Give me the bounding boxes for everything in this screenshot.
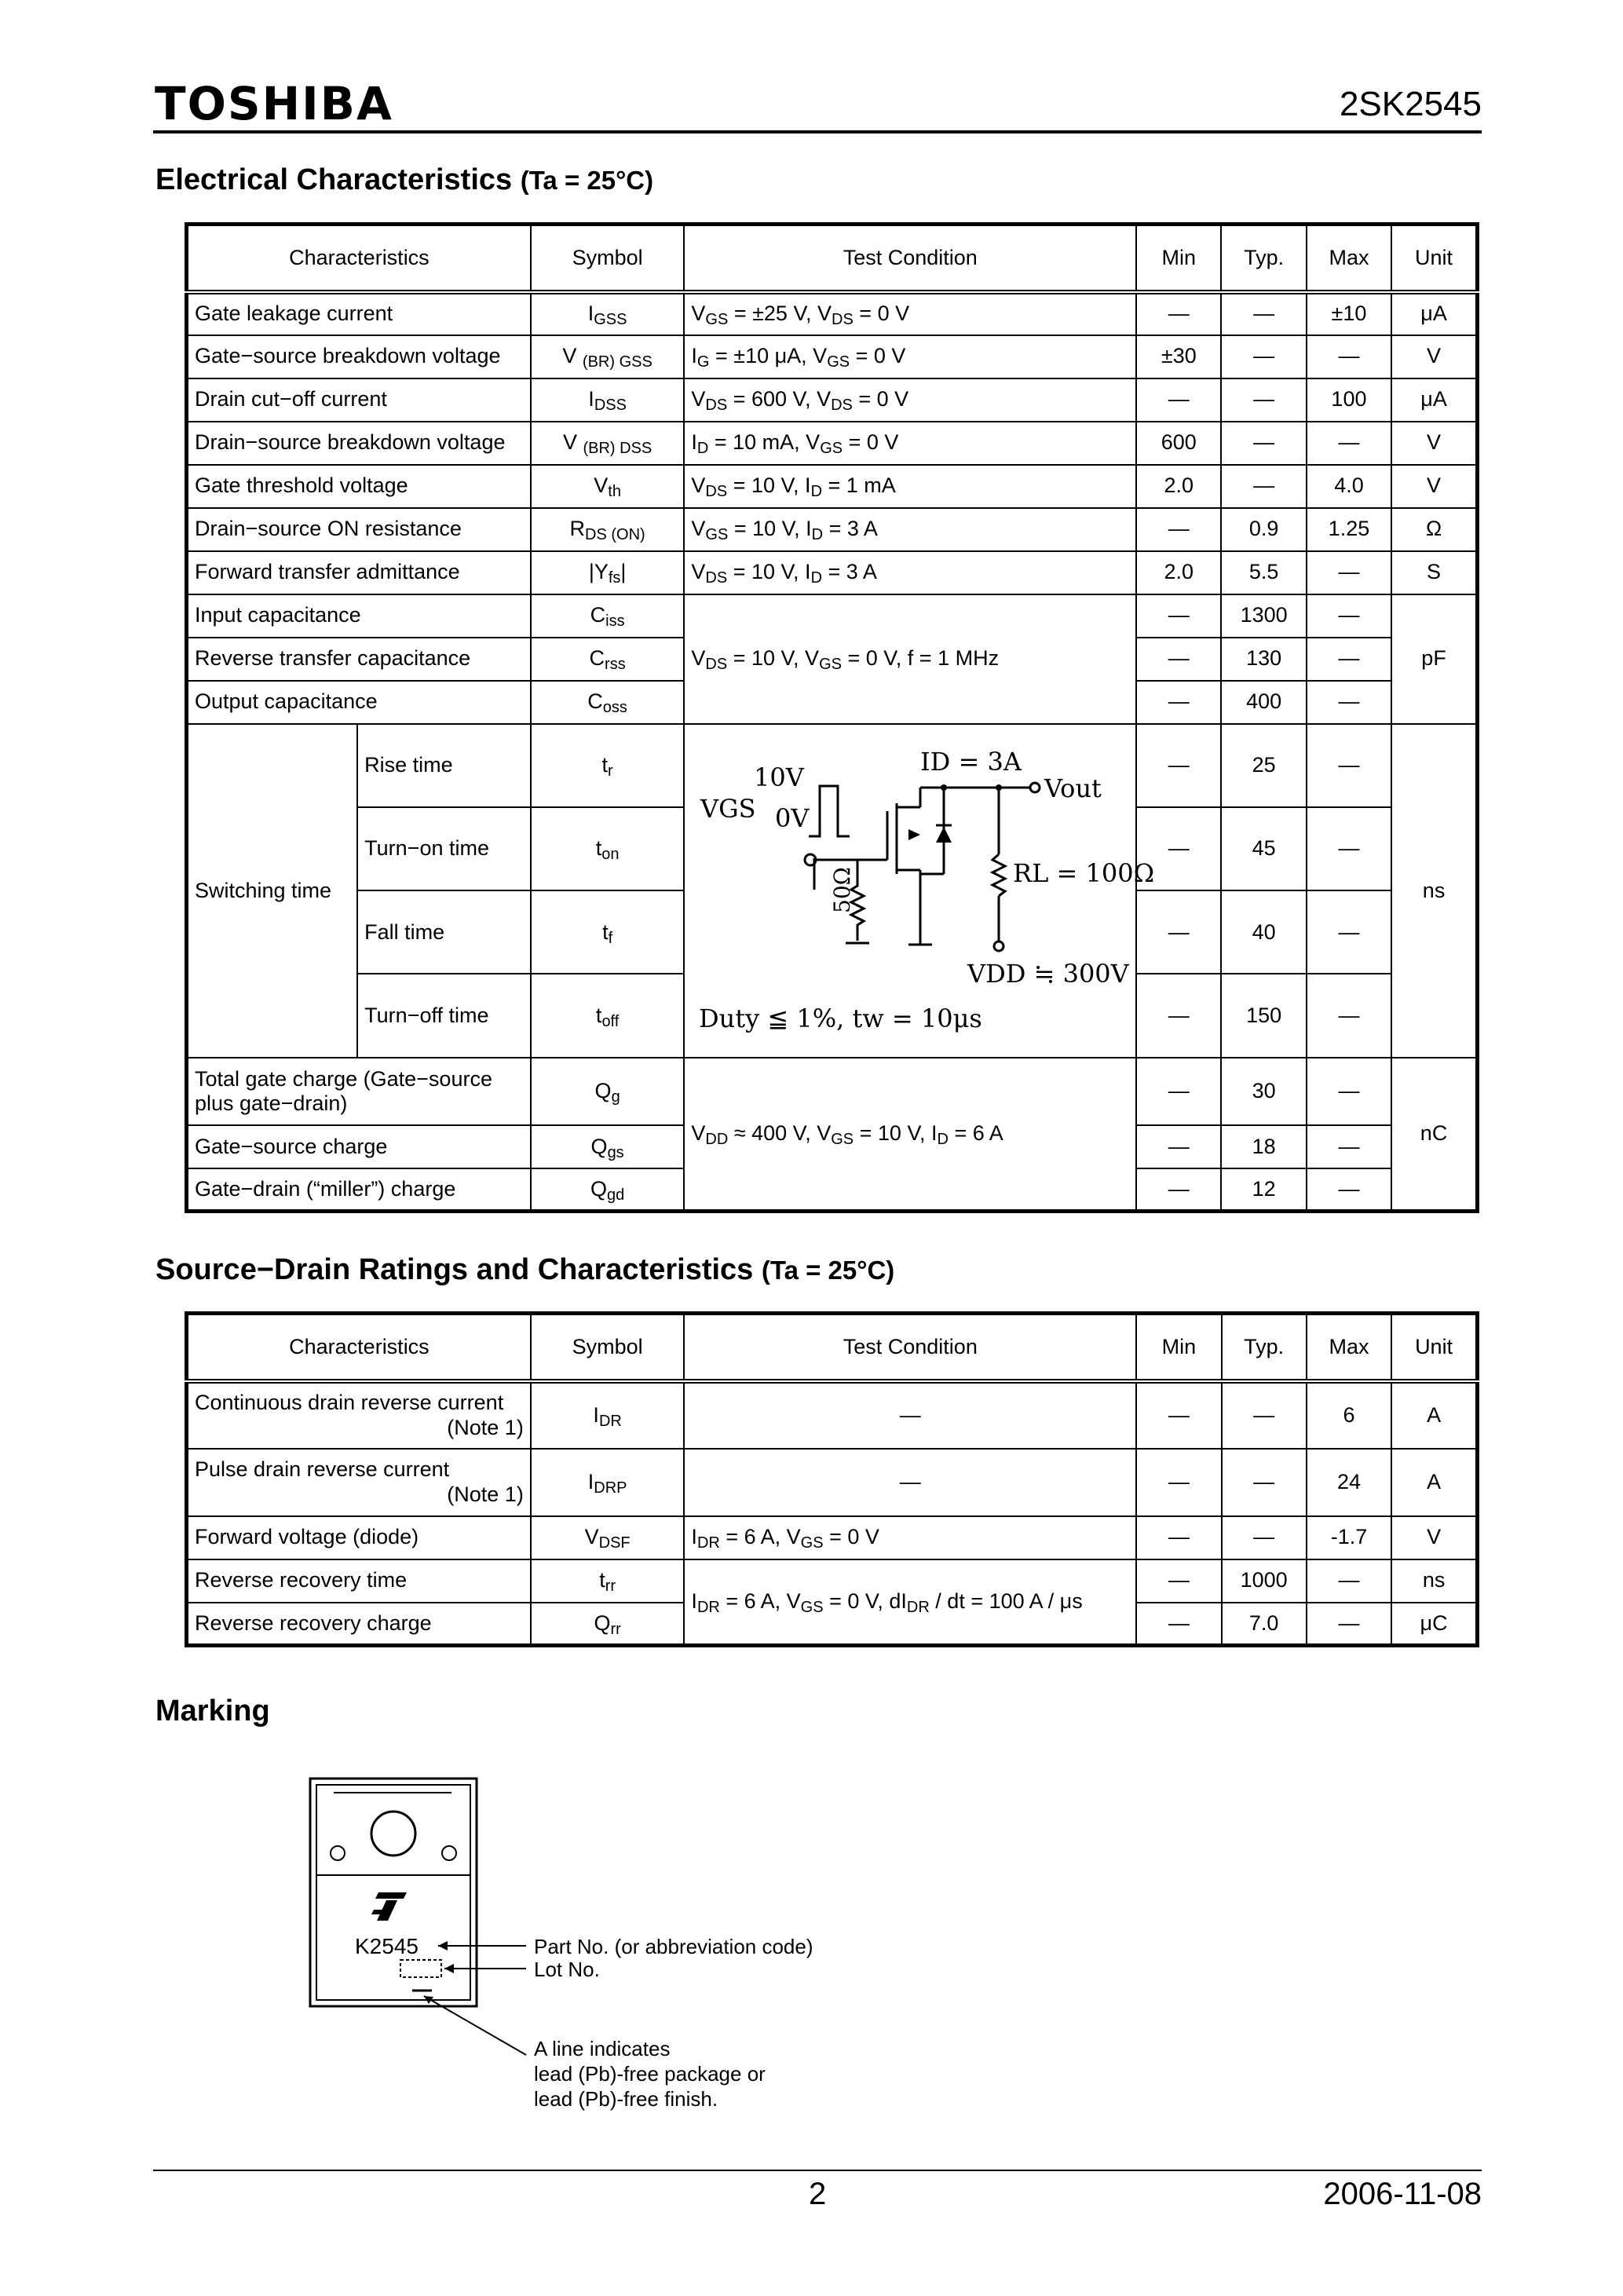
brand-logo: TOSHIBA	[155, 77, 393, 130]
node-dot	[941, 784, 947, 791]
row-min: —	[1136, 1559, 1221, 1603]
row-typ: 5.5	[1221, 551, 1306, 594]
col-test-condition: Test Condition	[684, 1314, 1136, 1381]
table-row	[187, 724, 1478, 807]
table-row	[187, 1058, 1478, 1125]
row-unit: ns	[1391, 724, 1477, 1058]
row-symbol: $C_{iss}$	[531, 594, 685, 638]
pin-mark-left	[331, 1846, 345, 1860]
row-name: Reverse transfer capacitance	[187, 638, 531, 681]
row-max: —	[1307, 1559, 1391, 1603]
row-name: Turn−on time	[357, 807, 531, 890]
row-unit: nC	[1391, 1058, 1477, 1212]
row-unit: V	[1391, 422, 1477, 465]
row-unit: Ω	[1391, 508, 1477, 551]
col-max: Max	[1307, 225, 1391, 292]
source-drain-table	[185, 1311, 1479, 1647]
row-name: Input capacitance	[187, 594, 531, 638]
row-name: Rise time	[357, 724, 531, 807]
row-max: —	[1307, 1168, 1391, 1212]
section-title-electrical	[155, 163, 653, 197]
row-max: 24	[1307, 1449, 1391, 1516]
table-row	[187, 551, 1478, 594]
row-unit: pF	[1391, 594, 1477, 724]
row-min: —	[1136, 638, 1221, 681]
table-row	[187, 292, 1478, 335]
row-condition: $V_{DS} = 10$ V, $I_D = 1$ mA	[684, 465, 1136, 508]
row-name-text: Pulse drain reverse current	[195, 1457, 450, 1482]
row-typ: 12	[1221, 1168, 1306, 1212]
table-row	[187, 465, 1478, 508]
row-unit: V	[1391, 1516, 1477, 1559]
col-symbol: Symbol	[531, 225, 685, 292]
vdd-label: VDD ≒ 300V	[967, 958, 1130, 989]
row-condition: $V_{GS} = 10$ V, $I_D = 3$ A	[684, 508, 1136, 551]
row-typ: 1000	[1222, 1559, 1307, 1603]
col-characteristics: Characteristics	[187, 225, 531, 292]
row-min: 600	[1136, 422, 1221, 465]
row-unit: A	[1391, 1381, 1477, 1449]
row-name	[187, 1449, 531, 1516]
section-title-text: Electrical Characteristics	[155, 163, 513, 196]
row-typ: —	[1221, 378, 1306, 422]
row-max: —	[1307, 638, 1391, 681]
row-symbol: $C_{rss}$	[531, 638, 685, 681]
page-number: 2	[809, 2177, 827, 2211]
row-symbol: $Q_g$	[531, 1058, 685, 1125]
row-typ: 30	[1221, 1058, 1306, 1125]
row-typ: 7.0	[1222, 1603, 1307, 1646]
table-row	[187, 508, 1478, 551]
row-min: —	[1136, 292, 1221, 335]
col-max: Max	[1307, 1314, 1391, 1381]
marking-diagram	[298, 1775, 927, 2144]
row-note: (Note 1)	[447, 1482, 524, 1506]
table-row	[187, 594, 1478, 638]
row-typ: 40	[1221, 890, 1306, 974]
header-rule	[153, 130, 1482, 133]
row-max: —	[1307, 681, 1391, 724]
row-min: ±30	[1136, 335, 1221, 378]
row-name-text: Continuous drain reverse current	[195, 1391, 504, 1415]
row-symbol: $Q_{gs}$	[531, 1125, 685, 1168]
row-symbol: V $_{(BR) DSS}$	[531, 422, 685, 465]
row-condition: —	[684, 1449, 1136, 1516]
row-name: Reverse recovery charge	[187, 1603, 531, 1646]
row-min: —	[1136, 508, 1221, 551]
row-name: Drain−source ON resistance	[187, 508, 531, 551]
row-condition: $I_{DR} = 6$ A, $V_{GS} = 0$ V	[684, 1516, 1136, 1559]
row-max: —	[1307, 551, 1391, 594]
row-symbol: $t_r$	[531, 724, 685, 807]
row-max: —	[1307, 1125, 1391, 1168]
row-min: —	[1136, 681, 1221, 724]
row-unit: ns	[1391, 1559, 1477, 1603]
row-name: Gate leakage current	[187, 292, 531, 335]
row-condition: $V_{DD} \approx 400$ V, $V_{GS} = 10$ V, $I_D = 6$ A	[684, 1058, 1136, 1212]
row-name: Total gate charge (Gate−source plus gate−drain)	[187, 1058, 531, 1125]
row-unit: A	[1391, 1449, 1477, 1516]
row-condition: $I_{DR} = 6$ A, $V_{GS} = 0$ V, $dI_{DR}$ / dt = 100 A / μs	[684, 1559, 1136, 1646]
row-name: Fall time	[357, 890, 531, 974]
table-header-row	[187, 1314, 1478, 1381]
footer-rule	[153, 2170, 1482, 2171]
col-unit: Unit	[1391, 225, 1477, 292]
row-symbol: $I_{DR}$	[531, 1381, 685, 1449]
gate-pulse	[809, 786, 850, 836]
row-typ: 0.9	[1221, 508, 1306, 551]
row-name: Gate−drain (“miller”) charge	[187, 1168, 531, 1212]
footer-date: 2006-11-08	[1323, 2177, 1482, 2211]
row-symbol: $R_{DS (ON)}$	[531, 508, 685, 551]
row-typ: —	[1222, 1381, 1307, 1449]
col-test-condition: Test Condition	[684, 225, 1136, 292]
row-max: —	[1307, 890, 1391, 974]
row-typ: —	[1222, 1449, 1307, 1516]
row-min: —	[1136, 1516, 1221, 1559]
row-max: —	[1307, 807, 1391, 890]
row-symbol: $V_{th}$	[531, 465, 685, 508]
row-symbol: $t_{on}$	[531, 807, 685, 890]
row-min: —	[1136, 1449, 1221, 1516]
row-max: —	[1307, 974, 1391, 1057]
row-typ: —	[1222, 1516, 1307, 1559]
rg-label: 50Ω	[829, 866, 856, 913]
table-row	[187, 1381, 1478, 1449]
table-row	[187, 1516, 1478, 1559]
mounting-hole	[371, 1812, 415, 1855]
row-min: —	[1136, 724, 1221, 807]
row-symbol: $t_{off}$	[531, 974, 685, 1057]
row-max: —	[1307, 594, 1391, 638]
rl-label: RL = 100Ω	[1013, 857, 1155, 888]
row-symbol: $t_f$	[531, 890, 685, 974]
row-typ: 25	[1221, 724, 1306, 807]
switching-group-label: Switching time	[187, 724, 358, 1058]
table-header-row	[187, 225, 1478, 292]
col-unit: Unit	[1391, 1314, 1477, 1381]
switching-circuit-diagram	[685, 725, 1155, 1051]
lead-free-note-line: lead (Pb)-free package or	[534, 2062, 766, 2086]
row-name: Drain−source breakdown voltage	[187, 422, 531, 465]
row-max: —	[1307, 1603, 1391, 1646]
row-min: 2.0	[1136, 551, 1221, 594]
row-typ: 130	[1221, 638, 1306, 681]
row-typ: —	[1221, 292, 1306, 335]
col-characteristics: Characteristics	[187, 1314, 531, 1381]
row-min: —	[1136, 1381, 1221, 1449]
row-min: —	[1136, 1168, 1221, 1212]
table-row	[187, 1449, 1478, 1516]
row-unit: S	[1391, 551, 1477, 594]
section-title-marking: Marking	[155, 1695, 270, 1727]
row-min: —	[1136, 1058, 1221, 1125]
row-min: —	[1136, 974, 1221, 1057]
part-no-label: Part No. (or abbreviation code)	[534, 1935, 813, 1958]
row-max: ±10	[1307, 292, 1391, 335]
lot-no-label: Lot No.	[534, 1958, 600, 1981]
node-dot	[996, 784, 1002, 791]
row-symbol: $V_{DSF}$	[531, 1516, 685, 1559]
row-max: —	[1307, 724, 1391, 807]
marking-part-code: K2545	[355, 1934, 419, 1958]
row-condition: $I_D = 10$ mA, $V_{GS} = 0$ V	[684, 422, 1136, 465]
row-max: 6	[1307, 1381, 1391, 1449]
lead-free-note-line: lead (Pb)-free finish.	[534, 2087, 718, 2111]
row-typ: —	[1221, 465, 1306, 508]
line-leader	[424, 1996, 526, 2055]
row-name: Gate−source charge	[187, 1125, 531, 1168]
electrical-characteristics-table	[185, 222, 1479, 1213]
row-typ: 1300	[1221, 594, 1306, 638]
row-typ: 45	[1221, 807, 1306, 890]
switching-test-circuit	[684, 724, 1155, 1058]
channel-arrow	[908, 829, 920, 840]
load-resistor	[992, 854, 1005, 896]
section-condition: (Ta = 25°C)	[761, 1256, 895, 1285]
vout-terminal	[1030, 783, 1040, 792]
toshiba-logo-icon	[371, 1892, 407, 1921]
row-typ: —	[1221, 335, 1306, 378]
row-name	[187, 1381, 531, 1449]
row-min: —	[1136, 890, 1221, 974]
lead-free-note-line: A line indicates	[534, 2037, 671, 2060]
table-row	[187, 378, 1478, 422]
row-name: Gate threshold voltage	[187, 465, 531, 508]
body-diode	[936, 827, 952, 843]
row-min: —	[1136, 1125, 1221, 1168]
row-symbol: $I_{DSS}$	[531, 378, 685, 422]
id-label: ID = 3A	[920, 746, 1022, 777]
row-name: Output capacitance	[187, 681, 531, 724]
row-symbol: $t_{rr}$	[531, 1559, 685, 1603]
row-typ: 150	[1221, 974, 1306, 1057]
row-max: 100	[1307, 378, 1391, 422]
row-name: Forward voltage (diode)	[187, 1516, 531, 1559]
row-unit: V	[1391, 335, 1477, 378]
col-symbol: Symbol	[531, 1314, 685, 1381]
row-min: —	[1136, 594, 1221, 638]
row-typ: 400	[1221, 681, 1306, 724]
row-max: —	[1307, 422, 1391, 465]
duty-label: Duty ≦ 1%, tw = 10μs	[699, 1003, 983, 1033]
row-min: —	[1136, 807, 1221, 890]
vgs-label: VGS	[700, 793, 756, 824]
row-symbol: $Q_{rr}$	[531, 1603, 685, 1646]
section-title-source-drain	[155, 1253, 894, 1287]
row-symbol: $I_{GSS}$	[531, 292, 685, 335]
row-name: Drain cut−off current	[187, 378, 531, 422]
col-typ: Typ.	[1221, 225, 1306, 292]
section-condition: (Ta = 25°C)	[520, 166, 654, 195]
row-unit: V	[1391, 465, 1477, 508]
col-min: Min	[1136, 225, 1221, 292]
row-unit: μA	[1391, 292, 1477, 335]
row-symbol: $Q_{gd}$	[531, 1168, 685, 1212]
col-min: Min	[1136, 1314, 1221, 1381]
row-condition: $V_{DS} = 600$ V, $V_{DS} = 0$ V	[684, 378, 1136, 422]
section-title-text: Source−Drain Ratings and Characteristics	[155, 1253, 754, 1286]
row-symbol: V $_{(BR) GSS}$	[531, 335, 685, 378]
lot-arrow	[444, 1964, 454, 1973]
row-max: -1.7	[1307, 1516, 1391, 1559]
row-max: —	[1307, 1058, 1391, 1125]
row-max: 4.0	[1307, 465, 1391, 508]
row-condition: $I_G = \pm 10$ μA, $V_{GS} = 0$ V	[684, 335, 1136, 378]
table-row	[187, 1559, 1478, 1603]
row-unit: μA	[1391, 378, 1477, 422]
row-symbol: $C_{oss}$	[531, 681, 685, 724]
table-row	[187, 335, 1478, 378]
row-condition: $V_{GS} = \pm 25$ V, $V_{DS} = 0$ V	[684, 292, 1136, 335]
vdd-terminal	[994, 941, 1003, 951]
part-number: 2SK2545	[1339, 85, 1482, 123]
row-max: 1.25	[1307, 508, 1391, 551]
row-symbol: $|Y_{fs}|$	[531, 551, 685, 594]
table-row	[187, 422, 1478, 465]
row-name: Reverse recovery time	[187, 1559, 531, 1603]
row-name: Forward transfer admittance	[187, 551, 531, 594]
row-name: Turn−off time	[357, 974, 531, 1057]
row-max: —	[1307, 335, 1391, 378]
row-min: —	[1136, 1603, 1221, 1646]
row-typ: —	[1221, 422, 1306, 465]
row-unit: μC	[1391, 1603, 1477, 1646]
vgs-low-label: 0V	[775, 803, 810, 833]
vout-label: Vout	[1044, 773, 1102, 803]
row-note: (Note 1)	[447, 1415, 524, 1439]
part-arrow	[438, 1941, 448, 1951]
row-min: —	[1136, 378, 1221, 422]
row-min: 2.0	[1136, 465, 1221, 508]
pin-mark-right	[442, 1846, 456, 1860]
lot-number-box	[400, 1960, 441, 1977]
row-typ: 18	[1221, 1125, 1306, 1168]
row-symbol: $I_{DRP}$	[531, 1449, 685, 1516]
row-name: Gate−source breakdown voltage	[187, 335, 531, 378]
row-condition: $V_{DS} = 10$ V, $I_D = 3$ A	[684, 551, 1136, 594]
vgs-high-label: 10V	[754, 762, 805, 792]
row-condition: $V_{DS} = 10$ V, $V_{GS} = 0$ V, f = 1 MHz	[684, 594, 1136, 724]
col-typ: Typ.	[1222, 1314, 1307, 1381]
row-condition: —	[684, 1381, 1136, 1449]
